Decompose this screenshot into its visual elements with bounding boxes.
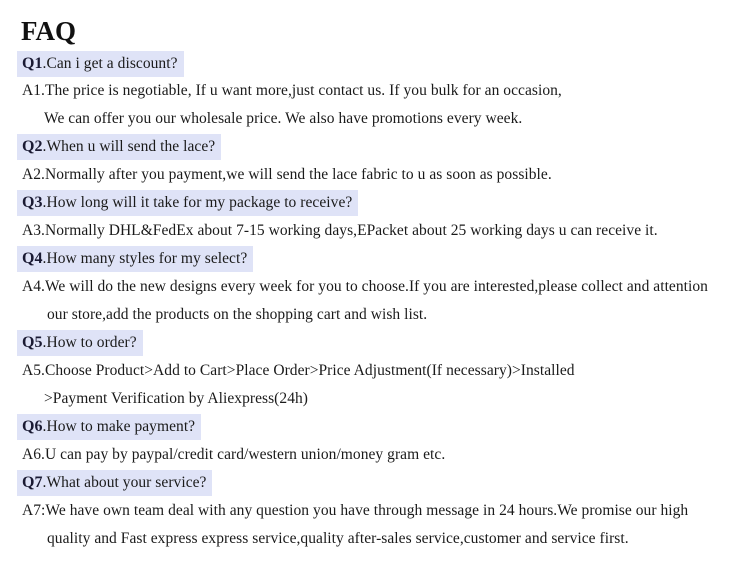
answer-5-line-1: A5.Choose Product>Add to Cart>Place Order>Price Adjustment(If necessary)>Installed — [22, 362, 575, 379]
question-text: .How long will it take for my package to receive? — [42, 194, 353, 211]
question-number: Q7 — [22, 474, 43, 491]
question-6 — [17, 414, 201, 440]
question-text: .How to make payment? — [42, 418, 196, 435]
question-number: Q1 — [22, 55, 43, 72]
answer-7-line-1: A7:We have own team deal with any question you have through message in 24 hours.We promise our high — [22, 502, 689, 519]
answer-1-line-1: A1.The price is negotiable, If u want more,just contact us. If you bulk for an occasion, — [22, 82, 562, 99]
question-text: .When u will send the lace? — [42, 138, 216, 155]
answer-4-line-2: our store,add the products on the shopping cart and wish list. — [47, 306, 428, 323]
answer-3-line-1: A3.Normally DHL&FedEx about 7-15 working days,EPacket about 25 working days u can receive it. — [22, 222, 658, 239]
answer-6-line-1: A6.U can pay by paypal/credit card/western union/money gram etc. — [22, 446, 446, 463]
answer-7-line-2: quality and Fast express express service,quality after-sales service,customer and service first. — [47, 530, 629, 547]
faq-title: FAQ — [21, 16, 76, 46]
question-number: Q4 — [22, 250, 43, 267]
answer-1-line-2: We can offer you our wholesale price. We also have promotions every week. — [44, 110, 523, 127]
question-text: .Can i get a discount? — [42, 55, 178, 72]
question-text: .What about your service? — [42, 474, 207, 491]
question-1 — [17, 51, 184, 77]
question-number: Q6 — [22, 418, 43, 435]
question-text: .How to order? — [42, 334, 137, 351]
question-3 — [17, 190, 358, 216]
answer-5-line-2: >Payment Verification by Aliexpress(24h) — [44, 390, 309, 407]
question-number: Q2 — [22, 138, 43, 155]
answer-4-line-1: A4.We will do the new designs every week for you to choose.If you are interested,please collect and attention — [22, 278, 708, 295]
question-2 — [17, 134, 221, 160]
question-number: Q3 — [22, 194, 43, 211]
question-4 — [17, 246, 253, 272]
question-number: Q5 — [22, 334, 43, 351]
question-text: .How many styles for my select? — [42, 250, 248, 267]
answer-2-line-1: A2.Normally after you payment,we will send the lace fabric to u as soon as possible. — [22, 166, 552, 183]
question-7 — [17, 470, 212, 496]
question-5 — [17, 330, 143, 356]
